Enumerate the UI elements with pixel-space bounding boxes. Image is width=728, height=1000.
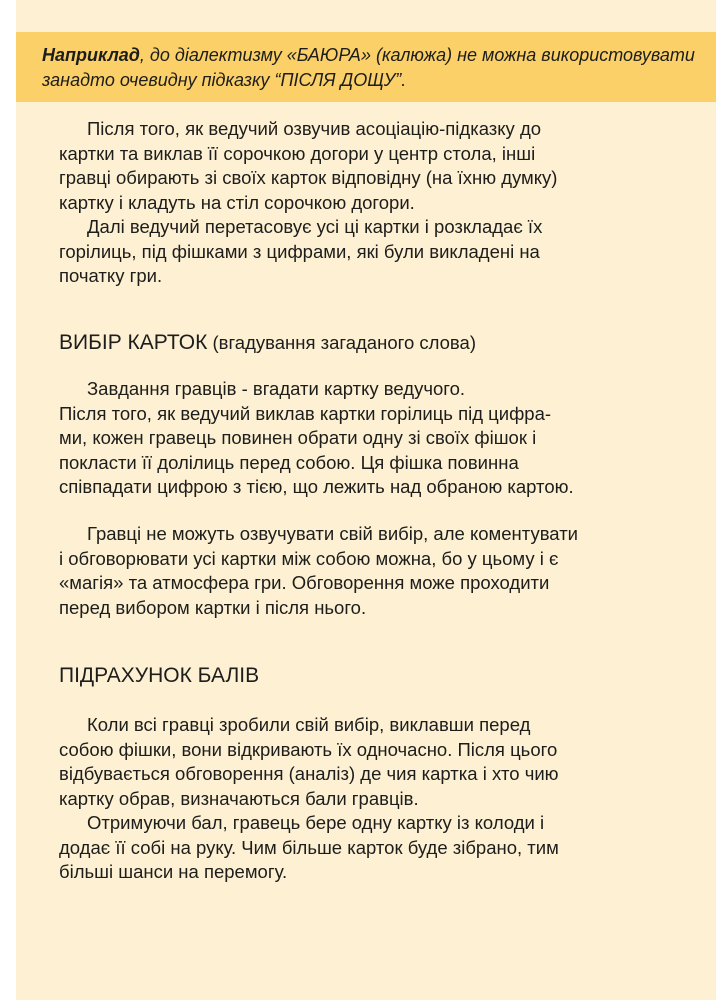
text-line: покласти її долілиць перед собою. Ця фішка повинна bbox=[59, 451, 519, 473]
text-line: відбувається обговорення (аналіз) де чия картка і хто чию bbox=[59, 763, 559, 784]
text-line: Далі ведучий перетасовує усі ці картки і розкладає їх bbox=[87, 216, 543, 237]
text-line: перед вибором картки і після нього. bbox=[59, 596, 367, 618]
text-line: Гравці не можуть озвучувати свій вибір, але коментувати bbox=[87, 523, 578, 544]
text-line: початку гри. bbox=[59, 265, 163, 286]
text-line: «магія» та атмосфера гри. Обговорення може проходити bbox=[59, 572, 550, 593]
text-line: горілиць, під фішками з цифрами, які були викладені на bbox=[59, 240, 540, 262]
section2-paragraph-2 bbox=[59, 811, 679, 885]
text-line: Завдання гравців - вгадати картку ведучого. bbox=[87, 378, 466, 399]
section-heading-card-choice bbox=[59, 330, 476, 356]
text-line: гравці обирають зі своїх карток відповідну (на їхню думку) bbox=[59, 167, 558, 188]
text-line: картку обрав, визначаються бали гравців. bbox=[59, 787, 419, 809]
text-line: більші шанси на перемогу. bbox=[59, 861, 288, 882]
text-line: співпадати цифрою з тією, що лежить над обраною картою. bbox=[59, 476, 574, 497]
section1-paragraph-1 bbox=[59, 377, 679, 500]
text-line: ми, кожен гравець повинен обрати одну зі своїх фішок і bbox=[59, 427, 537, 448]
section-title: ПІДРАХУНОК БАЛІВ bbox=[59, 664, 260, 687]
section1-paragraph-2 bbox=[59, 522, 679, 620]
text-line: Після того, як ведучий озвучив асоціацію-підказку до bbox=[87, 118, 542, 139]
section-subtitle: (вгадування загаданого слова) bbox=[207, 332, 476, 353]
section-heading-scoring bbox=[59, 663, 259, 689]
text-line: картки та виклав її сорочкою догори у центр стола, інші bbox=[59, 142, 536, 164]
intro-paragraph-1 bbox=[59, 117, 679, 215]
text-line: картку і кладуть на стіл сорочкою догори. bbox=[59, 191, 415, 213]
section-title: ВИБІР КАРТОК bbox=[59, 331, 208, 354]
example-text bbox=[42, 43, 702, 93]
text-line: Отримуючи бал, гравець бере одну картку із колоди і bbox=[87, 812, 545, 833]
section2-paragraph-1 bbox=[59, 713, 679, 811]
intro-paragraph-2 bbox=[59, 215, 679, 289]
text-line: Після того, як ведучий виклав картки горілиць під цифра- bbox=[59, 402, 552, 424]
example-body: , до діалектизму «БАЮРА» (калюжа) не можна використовувати занадто очевидну підказку “ПІСЛЯ ДОЩУ”. bbox=[42, 45, 695, 90]
text-line: собою фішки, вони відкривають їх одночасно. Після цього bbox=[59, 738, 558, 760]
text-line: і обговорювати усі картки між собою можна, бо у цьому і є bbox=[59, 547, 559, 569]
text-line: Коли всі гравці зробили свій вибір, виклавши перед bbox=[87, 714, 531, 735]
text-line: додає її собі на руку. Чим більше карток буде зібрано, тим bbox=[59, 836, 559, 858]
example-lead: Наприклад bbox=[42, 45, 140, 65]
